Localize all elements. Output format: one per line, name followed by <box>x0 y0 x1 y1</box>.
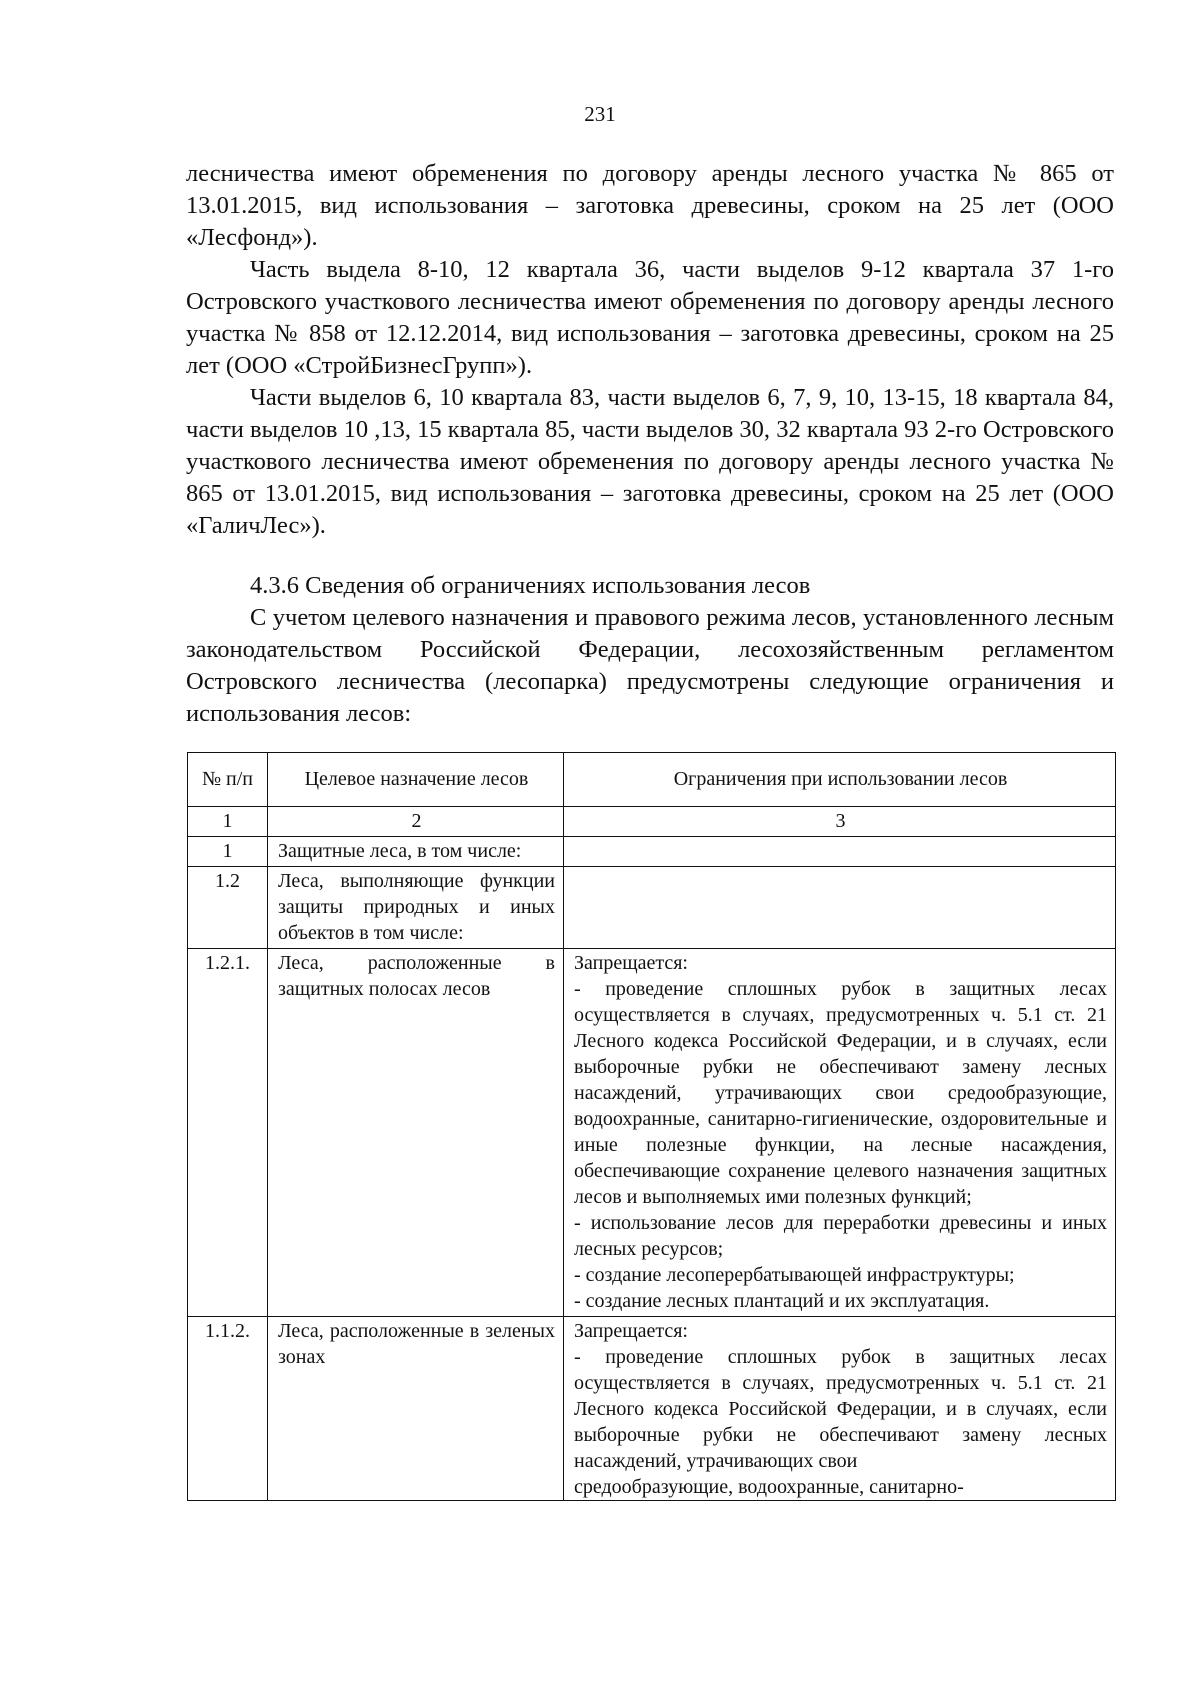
column-number-3: 3 <box>564 807 1116 837</box>
restriction-line: Запрещается: <box>574 952 688 974</box>
table-row <box>188 867 1116 949</box>
row-purpose: Леса, расположенные в зеленых зонах <box>268 1317 564 1501</box>
section-intro: С учетом целевого назначения и правового режима лесов, установленного лесным законодательством Российской Федерации, лесохозяйственным регламентом Островского лесничества (лесопарка) предусмотрены следующие ограничения и использования лесов: <box>186 604 1114 727</box>
table-row <box>188 1317 1116 1501</box>
row-purpose: Леса, расположенные в защитных полосах лесов <box>268 949 564 1317</box>
row-number: 1.1.2. <box>188 1317 268 1501</box>
table-header-row <box>188 753 1116 807</box>
restrictions-table <box>187 752 1116 1501</box>
header-purpose: Целевое назначение лесов <box>268 753 564 807</box>
restriction-line: - создание лесных плантаций и их эксплуатация. <box>574 1290 990 1312</box>
row-restrictions <box>564 949 1116 1317</box>
table-row <box>188 837 1116 867</box>
row-purpose: Защитные леса, в том числе: <box>268 837 564 867</box>
row-restrictions <box>564 1317 1116 1501</box>
header-restrictions: Ограничения при использовании лесов <box>564 753 1116 807</box>
restriction-line: - использование лесов для переработки древесины и иных лесных ресурсов; <box>574 1212 1107 1260</box>
column-number-2: 2 <box>268 807 564 837</box>
paragraph-2: Часть выдела 8-10, 12 квартала 36, части выделов 9-12 квартала 37 1-го Островского участкового лесничества имеют обременения по договору аренды лесного участка № 858 от 12.12.2014, вид использования – заготовка древесины, сроком на 25 лет (ООО «СтройБизнесГрупп»). <box>186 256 1114 379</box>
restriction-line: Запрещается: <box>574 1320 688 1342</box>
paragraph-1: лесничества имеют обременения по договору аренды лесного участка № 865 от 13.01.2015, вид использования – заготовка древесины, сроком на 25 лет (ООО «Лесфонд»). <box>186 160 1114 251</box>
row-number: 1.2 <box>188 867 268 949</box>
paragraph-3: Части выделов 6, 10 квартала 83, части выделов 6, 7, 9, 10, 13-15, 18 квартала 84, части выделов 10 ,13, 15 квартала 85, части выделов 30, 32 квартала 93 2-го Островского участкового лесничества имеют обременения по договору аренды лесного участка № 865 от 13.01.2015, вид использования – заготовка древесины, сроком на 25 лет (ООО «ГаличЛес»). <box>186 384 1114 539</box>
row-number: 1.2.1. <box>188 949 268 1317</box>
table-row <box>188 949 1116 1317</box>
restriction-line: - создание лесоперербатывающей инфраструктуры; <box>574 1264 1015 1286</box>
column-number-1: 1 <box>188 807 268 837</box>
restriction-line: - проведение сплошных рубок в защитных лесах осуществляется в случаях, предусмотренных ч. 5.1 ст. 21 Лесного кодекса Российской Федерации, и в случаях, если выборочные рубки не обеспечивают замену лесных насаждений, утрачивающих свои средообразующие, водоохранные, санитарно-гигиенические, оздоровительные и иные полезные функции, на лесные насаждения, обеспечивающие сохранение целевого назначения защитных лесов и выполняемых ими полезных функций; <box>574 978 1107 1208</box>
row-purpose: Леса, выполняющие функции защиты природных и иных объектов в том числе: <box>268 867 564 949</box>
section-heading: 4.3.6 Сведения об ограничениях использования лесов <box>250 572 811 599</box>
header-number: № п/п <box>188 753 268 807</box>
table-column-numbers-row <box>188 807 1116 837</box>
restriction-line: - проведение сплошных рубок в защитных лесах осуществляется в случаях, предусмотренных ч. 5.1 ст. 21 Лесного кодекса Российской Федерации, и в случаях, если выборочные рубки не обеспечивают замену лесных насаждений, утрачивающих свои <box>574 1346 1107 1472</box>
row-restrictions <box>564 867 1116 949</box>
restriction-line: средообразующие, водоохранные, санитарно- <box>574 1476 964 1498</box>
page-number: 231 <box>584 102 616 126</box>
row-number: 1 <box>188 837 268 867</box>
section-block <box>186 570 1114 730</box>
row-restrictions <box>564 837 1116 867</box>
body-text-top <box>186 158 1114 542</box>
